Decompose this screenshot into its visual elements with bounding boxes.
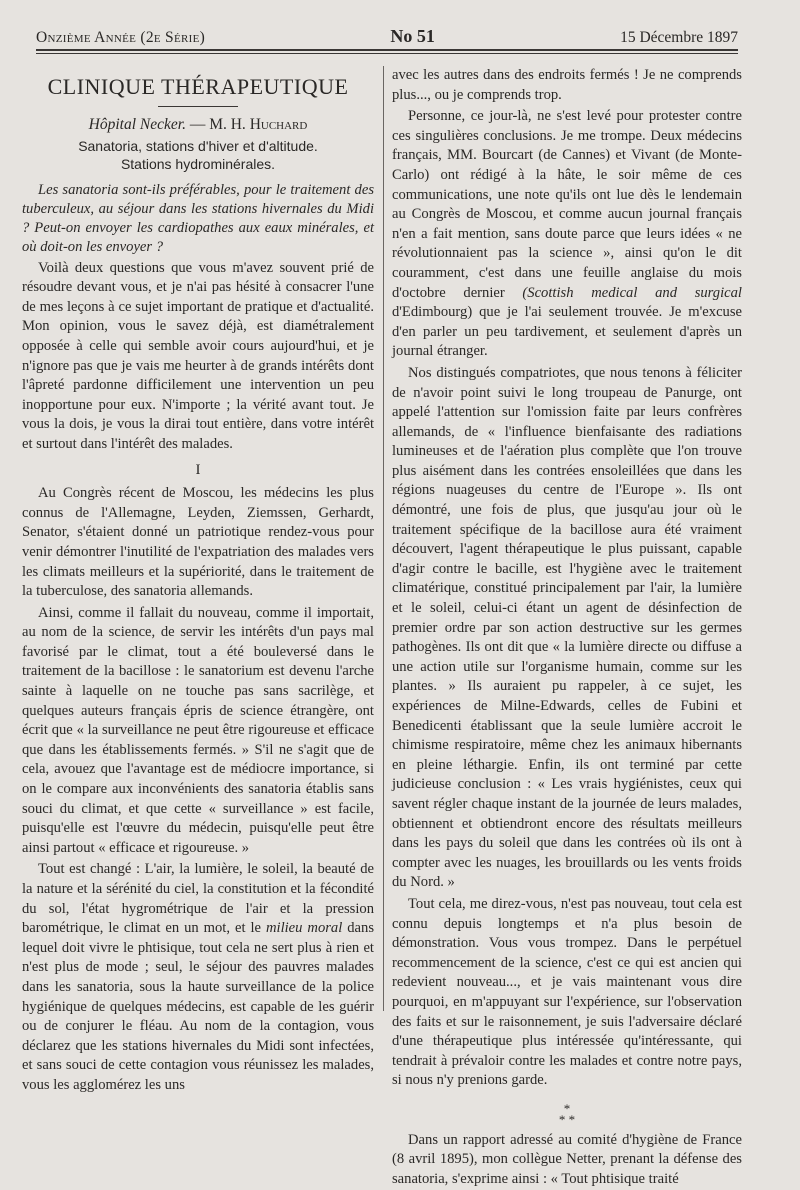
lead-questions: Les sanatoria sont-ils préférables, pour le traitement des tuberculeux, au séjour dans les stations hivernales du Midi ? Peut-on envoyer les cardiopathes aux eaux minérales, et où doit-on les envoyer ? — [22, 181, 374, 255]
title-rule — [158, 106, 238, 107]
text-run: Personne, ce jour-là, ne s'est levé pour protester contre ces singulières conclusions. Je me trompe. Deux médecins français, MM. Bourcart (de Cannes) et Vivant (de Monte-Carlo) ont rédigé à la hâte, le soir même de ces communications, une note qu'ils ont lue dès le lendemain au Congrès de Moscou, et comme aucun journal français n'en a fait mention, sans doute parce que leurs idées « ne révolutionnaient pas la science », ainsi qu'on le dit couramment, c'est dans une feuille anglaise du mois d'octobre dernier — [392, 108, 742, 301]
paragraph: Au Congrès récent de Moscou, les médecins les plus connus de l'Allemagne, Leyden, Ziemssen, Gerhardt, Senator, s'étaient donné un patriotique rendez-vous pour venir démontrer l'inutilité de l'expatriation des malades vers les climats meilleurs et la supériorité, dans le traitement de la tuberculose, des sanatoria allemands. — [22, 485, 374, 600]
header-rule-thin — [36, 53, 738, 54]
asterisk-top: * — [563, 1100, 571, 1116]
asterisk-bottom: * * — [558, 1111, 576, 1127]
author-prefix: — M. H. — [189, 116, 250, 133]
emphasis: milieu moral — [265, 920, 343, 937]
section-separator-asterisks — [392, 1100, 742, 1127]
issue-date: 15 Décembre 1897 — [620, 29, 738, 46]
paragraph: Nos distingués compatriotes, que nous tenons à féliciter de n'avoir point suivi le long troupeau de Panurge, ont appelé l'attention sur l'omission faite par leurs confrères allemands, de « l'influence bienfaisante des radiations lumineuses et de l'aération plus complète que l'on trouve plus aisément dans les contrées ensoleillées que dans les régions nuageuses du centre de l'Europe ». Ils ont démontré, une fois de plus, que jusqu'au jour où le traitement spécifique de la bacillose aura été vraiment découvert, l'agent thérapeutique le plus puissant, capable d'agir contre le bacille, est l'hygiène avec le traitement climatérique, constitué principalement par l'air, la lumière et le soleil, celui-ci étant un agent de désinfection de premier ordre par son action destructive sur les germes pathogènes. Ils ont dit que « la lumière directe ou diffuse a une action utile sur l'organisme humain, comme sur les plantes. » Ils auraient pu rappeler, à ce sujet, les expériences de Milne-Edwards, celles de Fubini et Benedicenti établissant que la seule lumière accroit le chimisme respiratoire, même chez les animaux hibernants en pleine léthargie. Enfin, ils ont terminé par cette judicieuse conclusion : « Les vrais hygiénistes, ceux qui savent régler chaque instant de la journée de leurs malades, obtiennent et obtiendront encore des résultats meilleurs dans les pays du soleil que dans les contrées où ils ont à compter avec les nuages, les brouillards ou les vents froids du Nord. » — [392, 364, 742, 891]
text-run: d'Edimbourg) que je l'ai seulement trouvée. Je m'excuse d'en parler un peu tardivement, et seulement d'après un journal étranger. — [392, 304, 742, 360]
column-divider — [383, 66, 384, 1011]
hospital-name: Hôpital Necker. — [88, 116, 186, 133]
paragraph — [392, 107, 742, 362]
text-run: dans lequel doit vivre le phtisique, tout cela ne sert plus à rien et n'est plus de mode ; seul, le séjour des pauvres malades dans les sanatoria, sous la haute surveillance de la police hygiénique de quelques médecins, est capable de les guérir ou de conjurer le fléau. Au nom de la contagion, vous déclarez que les stations hivernales du Midi sont infectées, et sans souci de cette contagion vous réunissez les malades, vous les agglomérez les uns — [22, 920, 374, 1093]
paragraph: Dans un rapport adressé au comité d'hygiène de France (8 avril 1895), mon collègue Netter, prenant la défense des sanatoria, s'exprime ainsi : « Tout phtisique traité — [392, 1131, 742, 1188]
paragraph: Ainsi, comme il fallait du nouveau, comme il importait, au nom de la science, de servir les intérêts d'un pays mal favorisé par le climat, tout a été bouleversé dans le traitement de la bacillose : le sanatorium est devenu l'arche sainte à laquelle on ne touche pas sans sacrilège, et quelques auteurs français épris de science étrangère, ont écrit que « la surveillance ne peut être rigoureuse et efficace que dans les établissements fermés. » S'il ne s'agit que de cela, avouez que l'avantage est de médiocre importance, si on le compare aux inconvénients des sanatoria établis sans souci du climat, et que cette « surveillance » est facile, puisqu'elle est l'œuvre du médecin, puisqu'elle peut être ainsi partout « efficace et rigoureuse. » — [22, 604, 374, 856]
section-title: CLINIQUE THÉRAPEUTIQUE — [47, 74, 349, 99]
paragraph: Tout cela, me direz-vous, n'est pas nouveau, tout cela est connu depuis longtemps et n'a plus besoin de démonstration. Vous vous trompez. Dans le perpétuel recommencement de la science, c'est ce qui est ancien qui redevient nouveau..., et je vais maintenant vous dire pourquoi, en m'appuyant sur l'expérience, sur l'observation des faits et sur le raisonnement, je suis l'adversaire déclaré d'une thérapeutique plus intéressée qu'intéressante, qui tendrait à prévaloir contre les malades et contre notre pays, si nous n'y prenions garde. — [392, 895, 742, 1089]
running-head — [36, 26, 738, 47]
subject-line-1: Sanatoria, stations d'hiver et d'altitude. — [78, 137, 318, 154]
right-column — [392, 66, 742, 1190]
paragraph: avec les autres dans des endroits fermés ! Je ne comprends plus..., ou je comprends trop. — [392, 67, 742, 103]
author-name: Huchard — [249, 116, 308, 133]
byline — [22, 115, 374, 135]
header-rule — [36, 49, 738, 51]
section-numeral: I — [195, 461, 201, 478]
article-subject — [22, 137, 374, 173]
text-run: Tout est changé : L'air, la lumière, le soleil, la beauté de la nature et la sérénité du ciel, la constitution et la fécondité du sol, l'état hygrométrique de l'air et la pression barométrique, le climat en un mot, et le — [22, 861, 374, 937]
intro-paragraph: Voilà deux questions que vous m'avez souvent prié de résoudre devant vous, et je n'ai pas hésité à consacrer l'une de mes leçons à ce sujet important de pratique et d'actualité. Mon opinion, vous le savez déjà, est diamétralement opposée à celle qui semble avoir cours aujourd'hui, et je n'ignore pas que je vais me heurter à de grands intérêts dont l'âpreté pardonne difficilement une intervention un peu inopportune pour eux. N'importe ; la vérité avant tout. Je vous la dois, je vous la dirai tout entière, dans votre intérêt et surtout dans l'intérêt des malades. — [22, 259, 374, 452]
emphasis: (Scottish medical and surgical — [522, 284, 742, 301]
paragraph — [22, 860, 374, 1095]
subject-line-2: Stations hydrominérales. — [120, 155, 276, 172]
issue-number: No 51 — [390, 26, 435, 46]
left-column — [22, 66, 374, 1096]
running-head-left: Onzième Année (2e Série) — [36, 29, 206, 46]
